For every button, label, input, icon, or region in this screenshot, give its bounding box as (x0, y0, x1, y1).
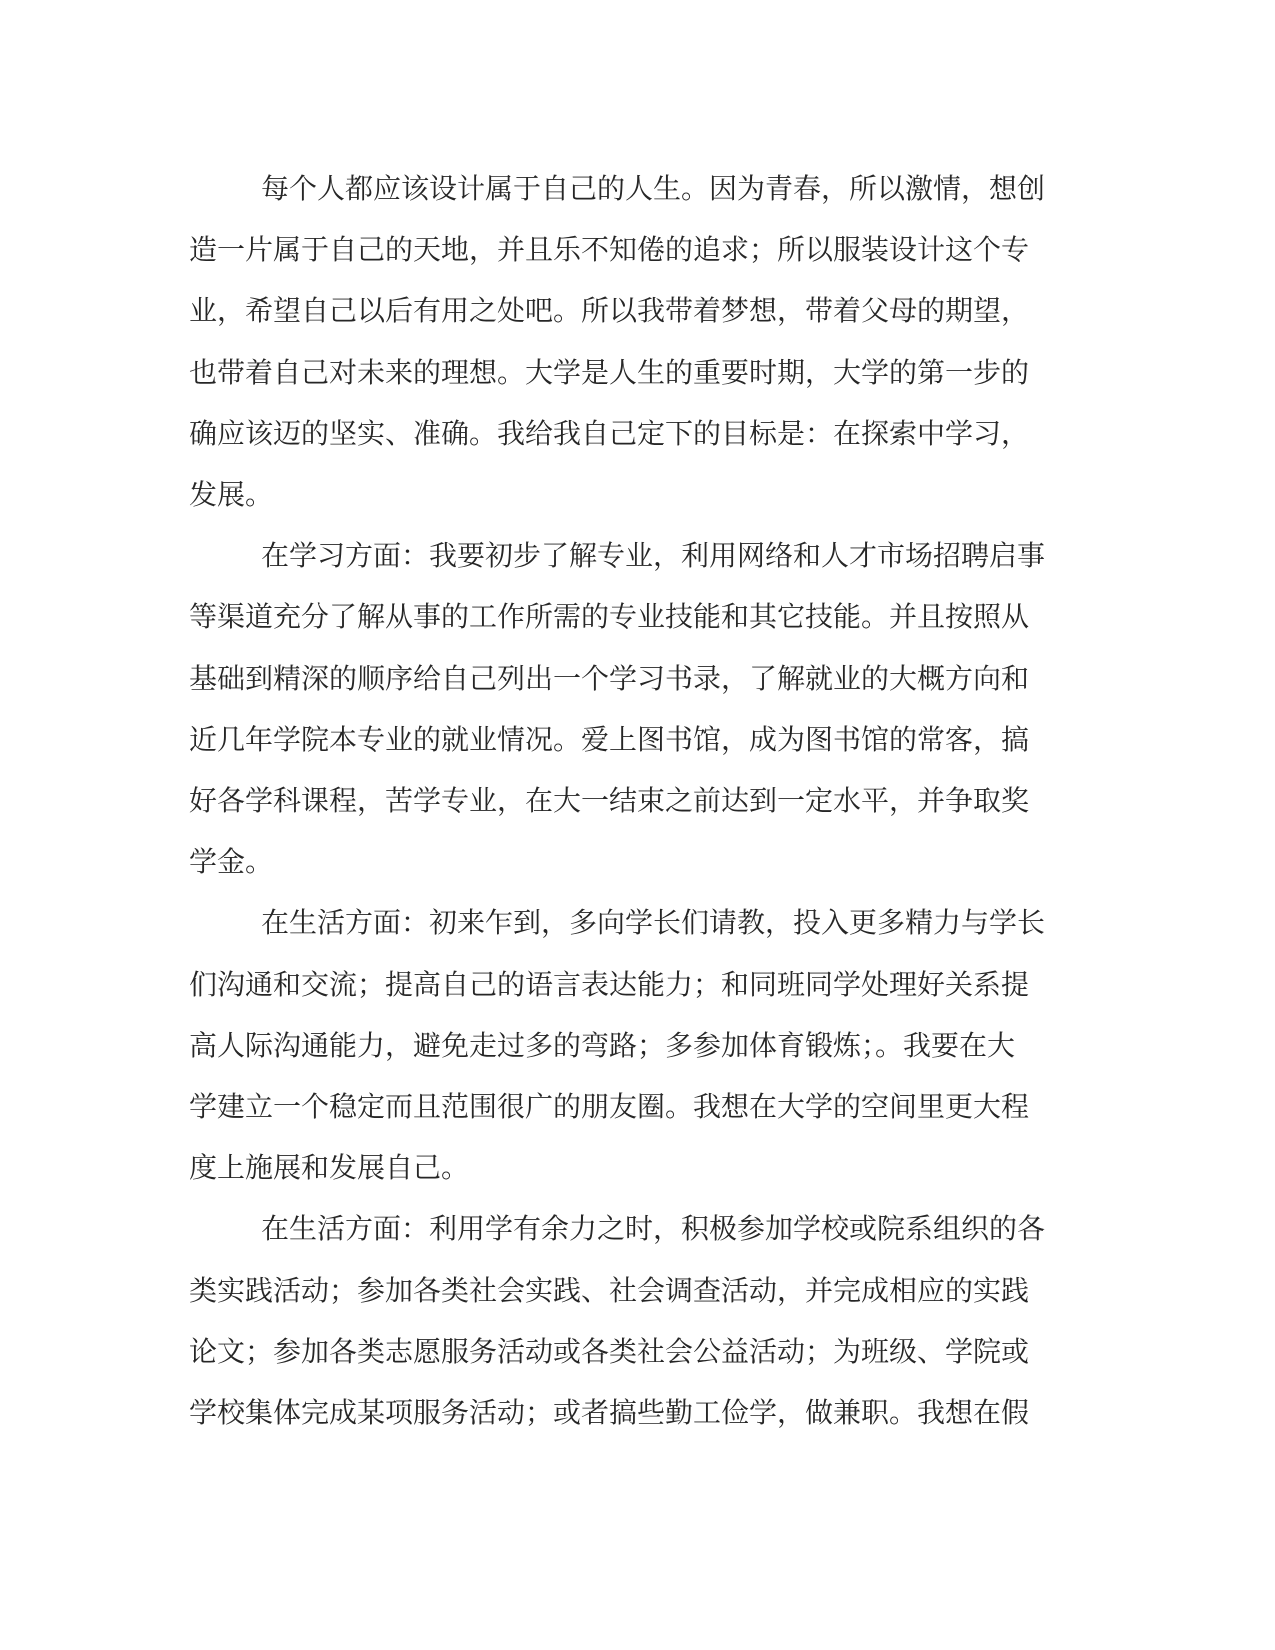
text-line: 高人际沟通能力，避免走过多的弯路；多参加体育锻炼；。我要在大 (189, 1028, 1016, 1062)
text-line: 学金。 (189, 845, 274, 879)
paragraph-intro (189, 158, 1089, 525)
paragraph-study (189, 525, 1089, 892)
text-line: 好各学科课程，苦学专业，在大一结束之前达到一定水平，并争取奖 (189, 784, 1030, 818)
text-line: 在学习方面：我要初步了解专业，利用网络和人才市场招聘启事 (261, 539, 1046, 573)
text-line: 在生活方面：利用学有余力之时，积极参加学校或院系组织的各 (261, 1212, 1046, 1246)
text-line: 在生活方面：初来乍到，多向学长们请教，投入更多精力与学长 (261, 906, 1046, 940)
text-line: 造一片属于自己的天地，并且乐不知倦的追求；所以服装设计这个专 (189, 233, 1030, 267)
text-line: 们沟通和交流；提高自己的语言表达能力；和同班同学处理好关系提 (189, 967, 1030, 1001)
text-line: 每个人都应该设计属于自己的人生。因为青春，所以激情，想创 (261, 172, 1046, 205)
text-line: 学建立一个稳定而且范围很广的朋友圈。我想在大学的空间里更大程 (189, 1090, 1030, 1124)
paragraph-practice (189, 1198, 1089, 1443)
text-line: 等渠道充分了解从事的工作所需的专业技能和其它技能。并且按照从 (189, 600, 1030, 634)
text-line: 学校集体完成某项服务活动；或者搞些勤工俭学，做兼职。我想在假 (189, 1396, 1030, 1430)
text-line: 近几年学院本专业的就业情况。爱上图书馆，成为图书馆的常客，搞 (189, 722, 1030, 756)
text-line: 业，希望自己以后有用之处吧。所以我带着梦想，带着父母的期望， (189, 294, 1030, 328)
text-line: 度上施展和发展自己。 (189, 1151, 470, 1185)
document-body (189, 158, 1089, 1443)
text-line: 基础到精深的顺序给自己列出一个学习书录，了解就业的大概方向和 (189, 661, 1030, 695)
text-line: 也带着自己对未来的理想。大学是人生的重要时期，大学的第一步的 (189, 355, 1030, 389)
text-line: 类实践活动；参加各类社会实践、社会调查活动，并完成相应的实践 (189, 1273, 1030, 1307)
text-line: 确应该迈的坚实、准确。我给我自己定下的目标是：在探索中学习， (189, 416, 1030, 450)
text-line: 论文；参加各类志愿服务活动或各类社会公益活动；为班级、学院或 (189, 1334, 1030, 1368)
paragraph-life (189, 892, 1089, 1198)
text-line: 发展。 (189, 478, 274, 512)
